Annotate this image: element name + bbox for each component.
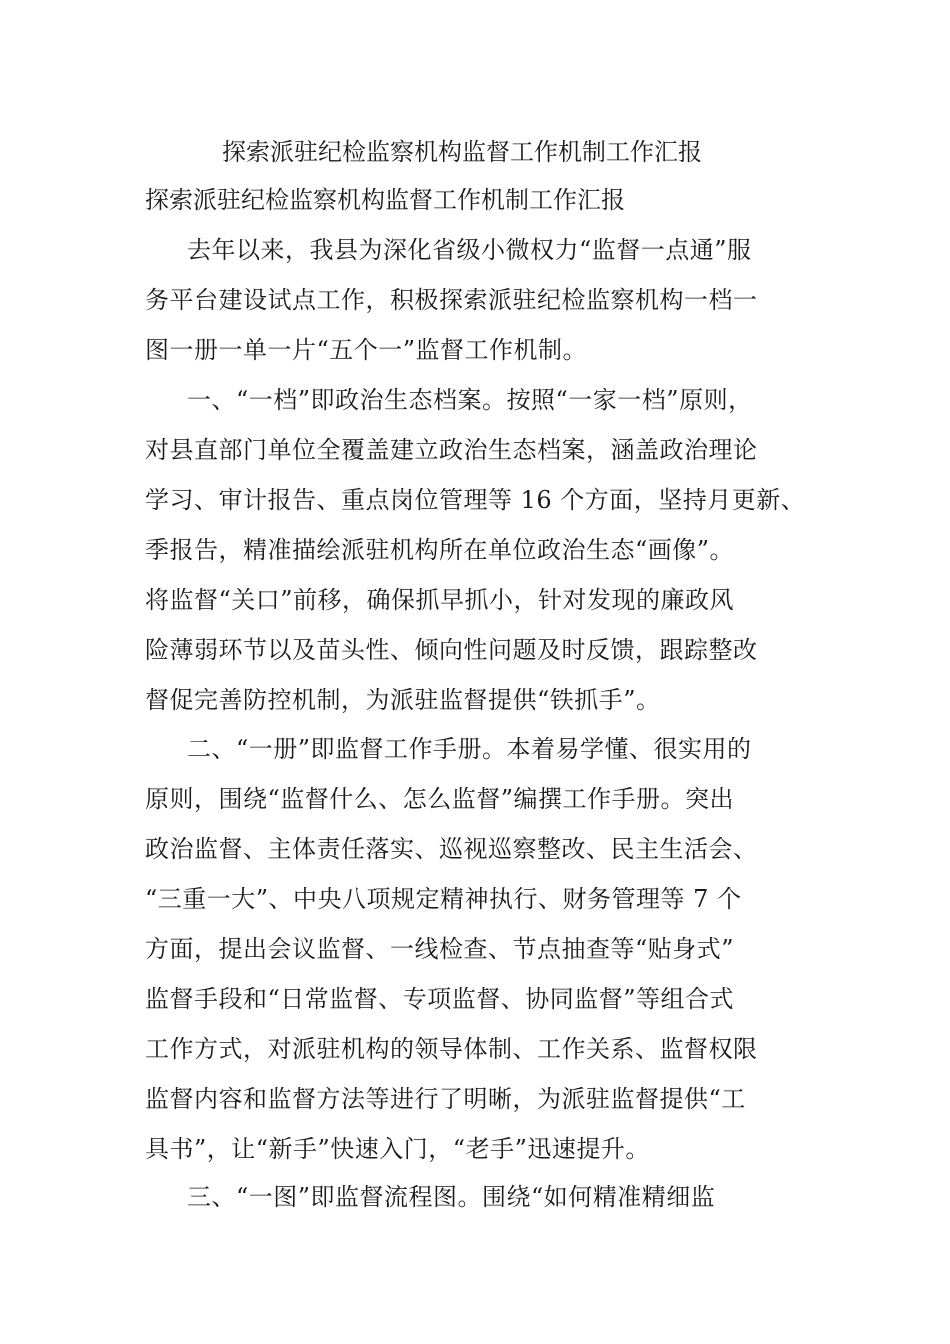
paragraph-line: 季报告，精准描绘派驻机构所在单位政治生态“画像”。 [145, 536, 735, 564]
paragraph-line: 学习、审计报告、重点岗位管理等 16 个方面，坚持月更新、 [145, 486, 806, 514]
paragraph-line: 务平台建设试点工作，积极探索派驻纪检监察机构一档一 [145, 286, 758, 314]
paragraph-line: 图一册一单一片“五个一”监督工作机制。 [145, 336, 588, 364]
paragraph-line: 三、“一图”即监督流程图。围绕“如何精准精细监 [187, 1183, 716, 1211]
paragraph-line: 原则，围绕“监督什么、怎么监督”编撰工作手册。突出 [145, 785, 735, 813]
paragraph-line: 一、“一档”即政治生态档案。按照“一家一档”原则， [187, 386, 753, 414]
paragraph-intro [145, 225, 810, 375]
paragraph-line: 险薄弱环节以及苗头性、倾向性问题及时反馈，跟踪整改 [145, 636, 758, 664]
document-subtitle: 探索派驻纪检监察机构监督工作机制工作汇报 [145, 186, 625, 214]
paragraph-section-1 [145, 375, 810, 725]
paragraph-line: 监督内容和监督方法等进行了明晰，为派驻监督提供“工 [145, 1085, 746, 1113]
paragraph-line: 监督手段和“日常监督、专项监督、协同监督”等组合式 [145, 985, 735, 1013]
paragraph-section-2 [145, 724, 810, 1174]
paragraph-line: 具书”，让“新手”快速入门，“老手”迅速提升。 [145, 1135, 650, 1163]
paragraph-line: 将监督“关口”前移，确保抓早抓小，针对发现的廉政风 [145, 586, 735, 614]
paragraph-section-3 [145, 1172, 810, 1222]
paragraph-line: 去年以来，我县为深化省级小微权力“监督一点通”服 [187, 236, 752, 264]
document-title: 探索派驻纪检监察机构监督工作机制工作汇报 [222, 138, 702, 166]
paragraph-line: 政治监督、主体责任落实、巡视巡察整改、民主生活会、 [145, 835, 758, 863]
paragraph-line: 工作方式，对派驻机构的领导体制、工作关系、监督权限 [145, 1035, 758, 1063]
paragraph-line: 对县直部门单位全覆盖建立政治生态档案，涵盖政治理论 [145, 436, 758, 464]
paragraph-line: 二、“一册”即监督工作手册。本着易学懂、很实用的 [187, 735, 752, 763]
paragraph-line: 方面，提出会议监督、一线检查、节点抽查等“贴身式” [145, 935, 735, 963]
paragraph-line: “三重一大”、中央八项规定精神执行、财务管理等 7 个 [145, 885, 742, 913]
paragraph-line: 督促完善防控机制，为派驻监督提供“铁抓手”。 [145, 686, 661, 714]
